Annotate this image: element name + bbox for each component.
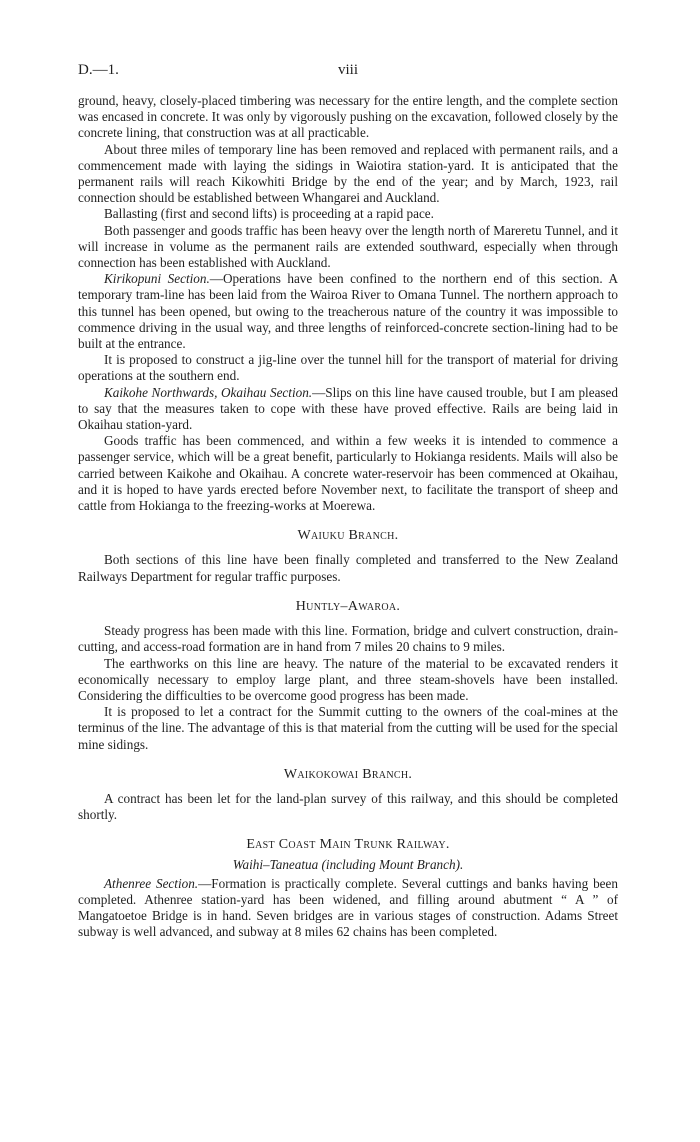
page-reference: D.—1. xyxy=(78,62,119,78)
paragraph: It is proposed to construct a jig-line over the tunnel hill for the transport of material for driving operations at the southern end. xyxy=(78,352,618,384)
section-lead: Athenree Section. xyxy=(104,875,199,891)
paragraph: The earthworks on this line are heavy. The nature of the material to be excavated renders it economically necessary to employ large plant, and three steam-shovels have been installed. Considering the difficulties to be overcome good progress has been made. xyxy=(78,655,618,703)
paragraph-text: —Formation is practically complete. Several cuttings and banks having been completed. Athenree station-yard has been widened, and filling around abutment “ A ” of Mangatoetoe Bridge is in hand. Seven bridges are in various stages of construction. Adams Street subway is well advanced, and subway at 8 miles 62 chains has been completed. xyxy=(78,875,618,940)
paragraph xyxy=(78,876,618,941)
section-heading: Waiuku Branch. xyxy=(297,528,399,544)
section-subheading: Waihi–Taneatua (including Mount Branch). xyxy=(232,856,464,872)
paragraph: Goods traffic has been commenced, and within a few weeks it is intended to commence a passenger service, which will be a great benefit, particularly to Hokianga residents. Mails will also be carried between Kaikohe and Okaihau. A concrete water-reservoir has been commenced at Okaihau, and it is hoped to have yards erected before November next, to facilitate the transport of sheep and cattle from Hokianga to the freezing-works at Moerewa. xyxy=(78,433,618,514)
paragraph: Ballasting (first and second lifts) is proceeding at a rapid pace. xyxy=(104,206,434,222)
paragraph: Both passenger and goods traffic has been heavy over the length north of Mareretu Tunnel, and it will increase in volume as the permanent rails are extended southward, especially when through connection has been established with Auckland. xyxy=(78,222,618,271)
paragraph xyxy=(78,385,618,434)
paragraph: Steady progress has been made with this line. Formation, bridge and culvert construction, drain-cutting, and access-road formation are in hand from 7 miles 20 chains to 9 miles. xyxy=(78,623,618,655)
page-header xyxy=(78,62,618,84)
paragraph: Both sections of this line have been finally completed and transferred to the New Zealand Railways Department for regular traffic purposes. xyxy=(78,552,618,584)
paragraph: It is proposed to let a contract for the Summit cutting to the owners of the coal-mines at the terminus of the line. The advantage of this is that material from the cutting will be used for the special mine sidings. xyxy=(78,704,618,752)
section-heading: Waikokowai Branch. xyxy=(283,766,413,782)
paragraph: About three miles of temporary line has been removed and replaced with permanent rails, and a commencement made with laying the sidings in Waiotira station-yard. It is anticipated that the permanent rails will reach Kikowhiti Bridge by the end of the year; and by March, 1923, rail connection should be established between Whangarei and Auckland. xyxy=(78,141,618,206)
section-lead: Kaikohe Northwards, Okaihau Section. xyxy=(104,384,313,400)
page-body xyxy=(78,93,618,941)
section-heading: Huntly–Awaroa. xyxy=(295,598,401,614)
paragraph xyxy=(78,271,618,352)
paragraph-text: —Operations have been confined to the northern end of this section. A temporary tram-line has been laid from the Wairoa River to Omana Tunnel. The northern approach to this tunnel has been opened, but owing to the treacherous nature of the country it was impossible to commence driving in the usual way, and three lengths of reinforced-concrete section-lining had to be built at the entrance. xyxy=(78,271,618,352)
paragraph: A contract has been let for the land-plan survey of this railway, and this should be completed shortly. xyxy=(78,790,618,823)
paragraph-text: —Slips on this line have caused trouble, but I am pleased to say that the measures taken to cope with these have proved effective. Rails are being laid in Okaihau station-yard. xyxy=(78,384,618,433)
section-lead: Kirikopuni Section. xyxy=(104,271,210,287)
page-number: viii xyxy=(337,62,358,78)
paragraph: ground, heavy, closely-placed timbering was necessary for the entire length, and the complete section was encased in concrete. It was only by vigorously pushing on the excavation, followed closely by the concrete lining, that construction was at all practicable. xyxy=(78,93,618,141)
section-heading: East Coast Main Trunk Railway. xyxy=(246,837,450,853)
